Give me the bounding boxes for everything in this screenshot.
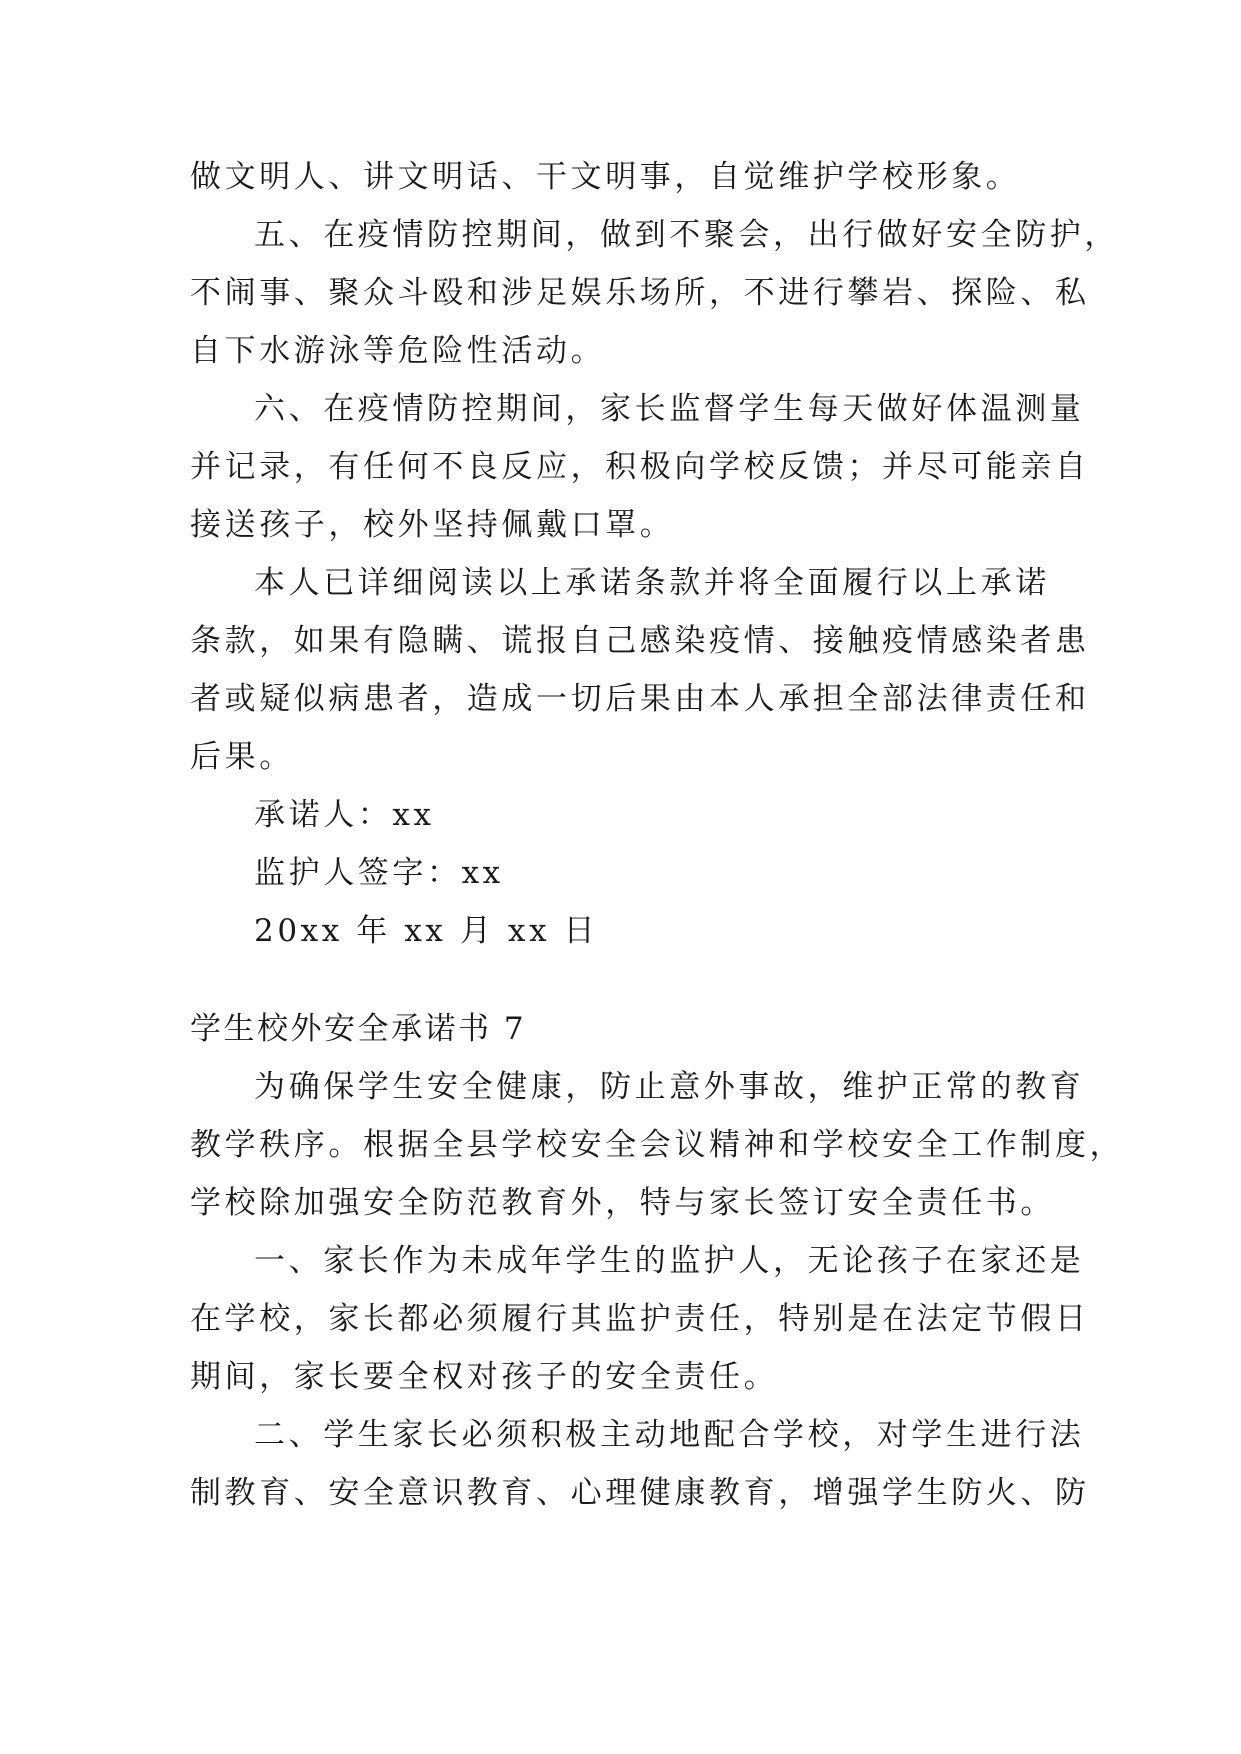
text-line: 不闹事、聚众斗殴和涉足娱乐场所，不进行攀岩、探险、私: [190, 275, 1090, 311]
text-line: 自下水游泳等危险性活动。: [190, 333, 606, 369]
text-line: 并记录，有任何不良反应，积极向学校反馈；并尽可能亲自: [190, 449, 1090, 485]
text-line: 学校除加强安全防范教育外，特与家长签订安全责任书。: [190, 1185, 1055, 1221]
text-line: 一、家长作为未成年学生的监护人，无论孩子在家还是: [254, 1243, 1085, 1279]
section-gap: [190, 960, 1050, 1000]
text-line: 本人已详细阅读以上承诺条款并将全面履行以上承诺: [254, 565, 1050, 601]
text-line: 后果。: [190, 739, 294, 775]
text-line: 制教育、安全意识教育、心理健康教育，增强学生防火、防: [190, 1475, 1090, 1511]
text-line: 六、在疫情防控期间，家长监督学生每天做好体温测量: [254, 391, 1085, 427]
section-title: 学生校外安全承诺书 7: [190, 1011, 527, 1047]
text-line: 五、在疫情防控期间，做到不聚会，出行做好安全防护，: [254, 217, 1119, 253]
text-line: 为确保学生安全健康，防止意外事故，维护正常的教育: [254, 1069, 1085, 1105]
text-line: 教学秩序。根据全县学校安全会议精神和学校安全工作制度，: [190, 1127, 1125, 1163]
promisor-line: 承诺人：xx: [254, 797, 435, 833]
text-line: 接送孩子，校外坚持佩戴口罩。: [190, 507, 675, 543]
date-line: 20xx 年 xx 月 xx 日: [254, 913, 599, 949]
document-page: [190, 148, 1125, 1522]
text-line: 二、学生家长必须积极主动地配合学校，对学生进行法: [254, 1417, 1085, 1453]
text-line: 做文明人、讲文明话、干文明事，自觉维护学校形象。: [190, 159, 1021, 195]
text-line: 者或疑似病患者，造成一切后果由本人承担全部法律责任和: [190, 681, 1090, 717]
text-line: 期间，家长要全权对孩子的安全责任。: [190, 1359, 779, 1395]
guardian-signature-line: 监护人签字：xx: [254, 855, 504, 891]
text-line: 条款，如果有隐瞒、谎报自己感染疫情、接触疫情感染者患: [190, 623, 1090, 659]
text-line: 在学校，家长都必须履行其监护责任，特别是在法定节假日: [190, 1301, 1090, 1337]
